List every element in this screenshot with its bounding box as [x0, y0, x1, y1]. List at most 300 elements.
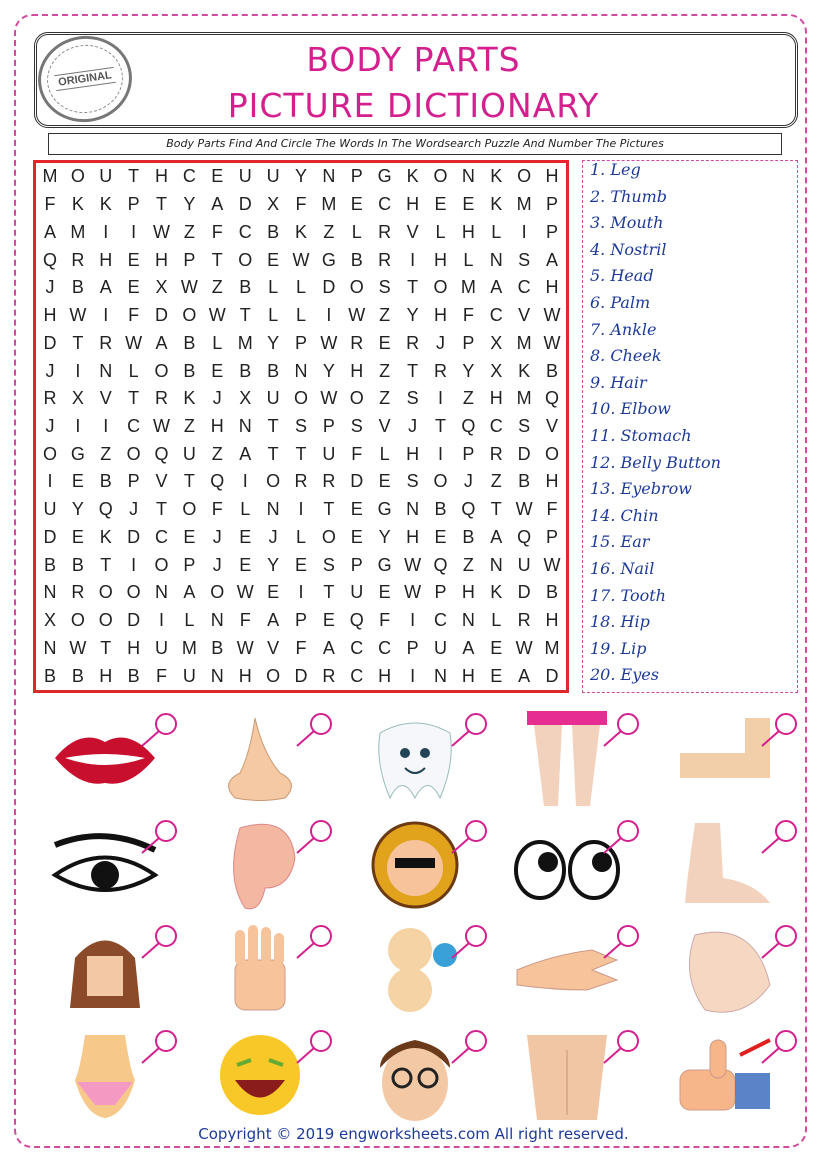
grid-letter[interactable]: D [43, 332, 57, 353]
grid-letter[interactable]: H [406, 194, 420, 215]
grid-letter[interactable]: E [434, 194, 447, 215]
grid-letter[interactable]: K [71, 194, 84, 215]
grid-letter[interactable]: Z [183, 221, 195, 242]
grid-letter[interactable]: O [293, 388, 308, 409]
grid-letter[interactable]: J [435, 332, 445, 353]
grid-letter[interactable]: T [156, 194, 168, 215]
grid-letter[interactable]: P [546, 526, 559, 547]
grid-letter[interactable]: Z [100, 443, 112, 464]
grid-letter[interactable]: W [515, 637, 533, 658]
grid-letter[interactable]: V [546, 415, 559, 436]
grid-letter[interactable]: U [350, 582, 364, 603]
grid-letter[interactable]: O [154, 554, 169, 575]
grid-letter[interactable]: A [267, 610, 280, 631]
grid-letter[interactable]: L [295, 526, 306, 547]
grid-letter[interactable]: L [184, 610, 195, 631]
grid-letter[interactable]: M [516, 194, 532, 215]
grid-letter[interactable]: B [267, 221, 280, 242]
grid-letter[interactable]: Z [379, 388, 391, 409]
grid-letter[interactable]: C [378, 637, 392, 658]
grid-letter[interactable]: Q [461, 499, 476, 520]
grid-letter[interactable]: Q [210, 471, 225, 492]
grid-letter[interactable]: T [267, 415, 279, 436]
grid-letter[interactable]: B [127, 665, 140, 686]
grid-letter[interactable]: D [238, 194, 252, 215]
grid-letter[interactable]: O [266, 665, 281, 686]
grid-letter[interactable]: D [517, 582, 531, 603]
grid-letter[interactable]: A [322, 637, 335, 658]
grid-letter[interactable]: E [322, 610, 335, 631]
grid-letter[interactable]: T [239, 305, 251, 326]
number-tag-icon[interactable] [602, 1027, 642, 1071]
grid-letter[interactable]: L [268, 277, 279, 298]
grid-letter[interactable]: T [407, 277, 419, 298]
grid-letter[interactable]: T [323, 582, 335, 603]
grid-letter[interactable]: Z [490, 471, 502, 492]
grid-letter[interactable]: Q [98, 499, 113, 520]
grid-letter[interactable]: T [128, 166, 140, 187]
grid-letter[interactable]: L [268, 305, 279, 326]
grid-letter[interactable]: I [75, 360, 81, 381]
grid-letter[interactable]: D [127, 610, 141, 631]
grid-letter[interactable]: E [378, 332, 391, 353]
grid-letter[interactable]: O [70, 166, 85, 187]
grid-letter[interactable]: S [406, 471, 419, 492]
grid-letter[interactable]: R [294, 471, 308, 492]
grid-letter[interactable]: H [238, 665, 252, 686]
grid-letter[interactable]: F [462, 305, 474, 326]
grid-letter[interactable]: G [377, 499, 392, 520]
grid-letter[interactable]: K [518, 360, 531, 381]
number-tag-icon[interactable] [760, 1027, 800, 1071]
grid-letter[interactable]: B [183, 360, 196, 381]
grid-letter[interactable]: Z [211, 443, 223, 464]
grid-letter[interactable]: O [42, 443, 57, 464]
grid-letter[interactable]: Q [433, 554, 448, 575]
grid-letter[interactable]: O [98, 582, 113, 603]
grid-letter[interactable]: N [266, 499, 280, 520]
grid-letter[interactable]: E [490, 665, 503, 686]
grid-letter[interactable]: T [100, 554, 112, 575]
grid-letter[interactable]: P [127, 471, 140, 492]
grid-letter[interactable]: B [434, 499, 447, 520]
grid-letter[interactable]: B [43, 665, 56, 686]
grid-letter[interactable]: P [350, 554, 363, 575]
grid-letter[interactable]: B [518, 471, 531, 492]
grid-letter[interactable]: E [462, 194, 475, 215]
grid-letter[interactable]: H [350, 360, 364, 381]
grid-letter[interactable]: I [103, 221, 109, 242]
grid-letter[interactable]: A [462, 637, 475, 658]
grid-letter[interactable]: A [490, 277, 503, 298]
grid-letter[interactable]: K [294, 221, 307, 242]
grid-letter[interactable]: N [238, 415, 252, 436]
number-tag-icon[interactable] [140, 1027, 180, 1071]
grid-letter[interactable]: L [491, 610, 502, 631]
number-tag-icon[interactable] [602, 710, 642, 754]
grid-letter[interactable]: C [378, 194, 392, 215]
grid-letter[interactable]: J [212, 526, 222, 547]
grid-letter[interactable]: O [433, 166, 448, 187]
grid-letter[interactable]: S [518, 249, 531, 270]
grid-letter[interactable]: W [236, 582, 254, 603]
grid-letter[interactable]: C [127, 415, 141, 436]
grid-letter[interactable]: Q [461, 415, 476, 436]
grid-letter[interactable]: P [462, 332, 475, 353]
grid-letter[interactable]: U [99, 166, 113, 187]
grid-letter[interactable]: W [543, 305, 561, 326]
grid-letter[interactable]: F [239, 610, 251, 631]
grid-letter[interactable]: E [71, 526, 84, 547]
grid-letter[interactable]: X [490, 332, 503, 353]
grid-letter[interactable]: I [298, 582, 304, 603]
grid-letter[interactable]: R [433, 360, 447, 381]
grid-letter[interactable]: O [154, 360, 169, 381]
grid-letter[interactable]: O [70, 610, 85, 631]
grid-letter[interactable]: O [517, 166, 532, 187]
grid-letter[interactable]: P [546, 221, 559, 242]
grid-letter[interactable]: P [406, 637, 419, 658]
grid-letter[interactable]: T [323, 499, 335, 520]
grid-letter[interactable]: S [406, 388, 419, 409]
grid-letter[interactable]: L [435, 221, 446, 242]
number-tag-icon[interactable] [140, 710, 180, 754]
grid-letter[interactable]: U [517, 554, 531, 575]
grid-letter[interactable]: B [546, 582, 559, 603]
grid-letter[interactable]: R [406, 332, 420, 353]
grid-letter[interactable]: W [153, 221, 171, 242]
grid-letter[interactable]: U [155, 637, 169, 658]
grid-letter[interactable]: P [127, 194, 140, 215]
grid-letter[interactable]: E [350, 526, 363, 547]
grid-letter[interactable]: Q [154, 443, 169, 464]
grid-letter[interactable]: B [546, 360, 559, 381]
grid-letter[interactable]: N [43, 582, 57, 603]
grid-letter[interactable]: R [322, 665, 336, 686]
grid-letter[interactable]: M [181, 637, 197, 658]
grid-letter[interactable]: M [237, 332, 253, 353]
grid-letter[interactable]: H [155, 166, 169, 187]
grid-letter[interactable]: T [156, 499, 168, 520]
grid-letter[interactable]: I [242, 471, 248, 492]
grid-letter[interactable]: P [462, 443, 475, 464]
grid-letter[interactable]: T [407, 360, 419, 381]
grid-letter[interactable]: B [267, 360, 280, 381]
grid-letter[interactable]: G [377, 554, 392, 575]
grid-letter[interactable]: C [238, 221, 252, 242]
grid-letter[interactable]: T [434, 415, 446, 436]
grid-letter[interactable]: F [128, 305, 140, 326]
grid-letter[interactable]: O [182, 499, 197, 520]
grid-letter[interactable]: R [489, 443, 503, 464]
grid-letter[interactable]: S [322, 554, 335, 575]
grid-letter[interactable]: I [437, 388, 443, 409]
grid-letter[interactable]: M [516, 388, 532, 409]
grid-letter[interactable]: T [267, 443, 279, 464]
grid-letter[interactable]: K [99, 194, 112, 215]
grid-letter[interactable]: O [126, 443, 141, 464]
grid-letter[interactable]: I [326, 305, 332, 326]
grid-letter[interactable]: P [546, 194, 559, 215]
grid-letter[interactable]: J [45, 360, 55, 381]
grid-letter[interactable]: J [45, 277, 55, 298]
grid-letter[interactable]: T [128, 388, 140, 409]
grid-letter[interactable]: F [211, 499, 223, 520]
grid-letter[interactable]: B [239, 277, 252, 298]
grid-letter[interactable]: M [42, 166, 58, 187]
grid-letter[interactable]: E [378, 471, 391, 492]
grid-letter[interactable]: K [490, 166, 503, 187]
grid-letter[interactable]: I [75, 415, 81, 436]
grid-letter[interactable]: P [183, 554, 196, 575]
number-tag-icon[interactable] [295, 710, 335, 754]
grid-letter[interactable]: I [437, 443, 443, 464]
grid-letter[interactable]: W [69, 637, 87, 658]
grid-letter[interactable]: S [350, 415, 363, 436]
grid-letter[interactable]: H [406, 443, 420, 464]
grid-letter[interactable]: Y [378, 526, 391, 547]
grid-letter[interactable]: R [378, 221, 392, 242]
grid-letter[interactable]: A [518, 665, 531, 686]
grid-letter[interactable]: H [406, 526, 420, 547]
grid-letter[interactable]: F [156, 665, 168, 686]
grid-letter[interactable]: X [71, 388, 84, 409]
grid-letter[interactable]: F [211, 221, 223, 242]
grid-letter[interactable]: N [433, 665, 447, 686]
grid-letter[interactable]: D [43, 526, 57, 547]
grid-letter[interactable]: J [463, 471, 473, 492]
grid-letter[interactable]: O [98, 610, 113, 631]
grid-letter[interactable]: V [518, 305, 531, 326]
grid-letter[interactable]: D [517, 443, 531, 464]
grid-letter[interactable]: D [350, 471, 364, 492]
grid-letter[interactable]: J [408, 415, 418, 436]
grid-letter[interactable]: J [212, 388, 222, 409]
grid-letter[interactable]: R [71, 249, 85, 270]
grid-letter[interactable]: W [292, 249, 310, 270]
grid-letter[interactable]: X [490, 360, 503, 381]
grid-letter[interactable]: X [155, 277, 168, 298]
grid-letter[interactable]: P [294, 332, 307, 353]
grid-letter[interactable]: X [267, 194, 280, 215]
grid-letter[interactable]: Y [183, 194, 196, 215]
grid-letter[interactable]: E [183, 526, 196, 547]
grid-letter[interactable]: O [210, 582, 225, 603]
grid-letter[interactable]: A [239, 443, 252, 464]
grid-letter[interactable]: D [294, 665, 308, 686]
grid-letter[interactable]: M [70, 221, 86, 242]
grid-letter[interactable]: R [99, 332, 113, 353]
grid-letter[interactable]: I [298, 499, 304, 520]
grid-letter[interactable]: C [489, 305, 503, 326]
grid-letter[interactable]: H [378, 665, 392, 686]
grid-letter[interactable]: B [99, 471, 112, 492]
grid-letter[interactable]: C [517, 277, 531, 298]
grid-letter[interactable]: Z [211, 277, 223, 298]
grid-letter[interactable]: K [490, 194, 503, 215]
grid-letter[interactable]: E [294, 554, 307, 575]
grid-letter[interactable]: Z [379, 360, 391, 381]
grid-letter[interactable]: K [490, 582, 503, 603]
grid-letter[interactable]: W [180, 277, 198, 298]
grid-letter[interactable]: Y [406, 305, 419, 326]
grid-letter[interactable]: N [99, 360, 113, 381]
number-tag-icon[interactable] [450, 922, 490, 966]
grid-letter[interactable]: B [350, 249, 363, 270]
grid-letter[interactable]: A [43, 221, 56, 242]
grid-letter[interactable]: F [379, 610, 391, 631]
grid-letter[interactable]: A [546, 249, 559, 270]
grid-letter[interactable]: B [71, 277, 84, 298]
grid-letter[interactable]: N [43, 637, 57, 658]
grid-letter[interactable]: V [267, 637, 280, 658]
grid-letter[interactable]: H [461, 665, 475, 686]
grid-letter[interactable]: Y [71, 499, 84, 520]
grid-letter[interactable]: J [268, 526, 278, 547]
grid-letter[interactable]: X [239, 388, 252, 409]
grid-letter[interactable]: I [103, 305, 109, 326]
grid-letter[interactable]: J [129, 499, 139, 520]
grid-letter[interactable]: N [210, 610, 224, 631]
number-tag-icon[interactable] [140, 817, 180, 861]
grid-letter[interactable]: A [211, 194, 224, 215]
grid-letter[interactable]: H [461, 582, 475, 603]
number-tag-icon[interactable] [602, 922, 642, 966]
grid-letter[interactable]: M [460, 277, 476, 298]
grid-letter[interactable]: Q [545, 388, 560, 409]
grid-letter[interactable]: O [545, 443, 560, 464]
grid-letter[interactable]: P [434, 582, 447, 603]
grid-letter[interactable]: W [543, 332, 561, 353]
grid-letter[interactable]: T [295, 443, 307, 464]
grid-letter[interactable]: E [490, 637, 503, 658]
grid-letter[interactable]: L [212, 332, 223, 353]
grid-letter[interactable]: T [183, 471, 195, 492]
grid-letter[interactable]: T [100, 637, 112, 658]
grid-letter[interactable]: W [320, 332, 338, 353]
grid-letter[interactable]: Y [267, 554, 280, 575]
grid-letter[interactable]: K [406, 166, 419, 187]
grid-letter[interactable]: H [43, 305, 57, 326]
grid-letter[interactable]: H [545, 471, 559, 492]
grid-letter[interactable]: E [239, 526, 252, 547]
grid-letter[interactable]: L [240, 499, 251, 520]
grid-letter[interactable]: H [433, 305, 447, 326]
grid-letter[interactable]: N [461, 166, 475, 187]
grid-letter[interactable]: E [239, 554, 252, 575]
grid-letter[interactable]: P [294, 610, 307, 631]
number-tag-icon[interactable] [140, 922, 180, 966]
grid-letter[interactable]: W [515, 499, 533, 520]
grid-letter[interactable]: W [320, 388, 338, 409]
grid-letter[interactable]: E [71, 471, 84, 492]
grid-letter[interactable]: H [155, 249, 169, 270]
grid-letter[interactable]: L [379, 443, 390, 464]
grid-letter[interactable]: B [239, 360, 252, 381]
grid-letter[interactable]: U [266, 166, 280, 187]
grid-letter[interactable]: F [546, 499, 558, 520]
grid-letter[interactable]: U [182, 443, 196, 464]
number-tag-icon[interactable] [295, 922, 335, 966]
grid-letter[interactable]: N [322, 166, 336, 187]
grid-letter[interactable]: J [45, 415, 55, 436]
grid-letter[interactable]: A [155, 332, 168, 353]
grid-letter[interactable]: M [516, 332, 532, 353]
grid-letter[interactable]: B [462, 526, 475, 547]
grid-letter[interactable]: S [518, 415, 531, 436]
grid-letter[interactable]: L [295, 277, 306, 298]
grid-letter[interactable]: M [544, 637, 560, 658]
grid-letter[interactable]: E [350, 194, 363, 215]
grid-letter[interactable]: Y [322, 360, 335, 381]
grid-letter[interactable]: M [321, 194, 337, 215]
grid-letter[interactable]: B [183, 332, 196, 353]
grid-letter[interactable]: H [489, 388, 503, 409]
grid-letter[interactable]: A [99, 277, 112, 298]
grid-letter[interactable]: V [155, 471, 168, 492]
grid-letter[interactable]: H [210, 415, 224, 436]
grid-letter[interactable]: I [521, 221, 527, 242]
grid-letter[interactable]: W [543, 554, 561, 575]
grid-letter[interactable]: T [72, 332, 84, 353]
grid-letter[interactable]: O [349, 277, 364, 298]
grid-letter[interactable]: P [350, 166, 363, 187]
grid-letter[interactable]: V [99, 388, 112, 409]
grid-letter[interactable]: U [322, 443, 336, 464]
grid-letter[interactable]: B [71, 554, 84, 575]
grid-letter[interactable]: Y [294, 166, 307, 187]
grid-letter[interactable]: E [211, 360, 224, 381]
grid-letter[interactable]: E [267, 249, 280, 270]
grid-letter[interactable]: C [489, 415, 503, 436]
grid-letter[interactable]: U [266, 388, 280, 409]
grid-letter[interactable]: Q [42, 249, 57, 270]
grid-letter[interactable]: R [378, 249, 392, 270]
grid-letter[interactable]: Z [183, 415, 195, 436]
grid-letter[interactable]: U [43, 499, 57, 520]
grid-letter[interactable]: R [43, 388, 57, 409]
grid-letter[interactable]: Q [349, 610, 364, 631]
grid-letter[interactable]: Z [379, 305, 391, 326]
grid-letter[interactable]: G [321, 249, 336, 270]
grid-letter[interactable]: V [378, 415, 391, 436]
grid-letter[interactable]: C [350, 665, 364, 686]
grid-letter[interactable]: O [238, 249, 253, 270]
grid-letter[interactable]: C [182, 166, 196, 187]
grid-letter[interactable]: F [295, 637, 307, 658]
grid-letter[interactable]: W [153, 415, 171, 436]
grid-letter[interactable]: E [434, 526, 447, 547]
grid-letter[interactable]: W [404, 582, 422, 603]
grid-letter[interactable]: H [99, 249, 113, 270]
grid-letter[interactable]: E [127, 249, 140, 270]
grid-letter[interactable]: B [71, 665, 84, 686]
grid-letter[interactable]: E [350, 499, 363, 520]
grid-letter[interactable]: Z [462, 388, 474, 409]
grid-letter[interactable]: P [183, 249, 196, 270]
grid-letter[interactable]: W [404, 554, 422, 575]
grid-letter[interactable]: W [69, 305, 87, 326]
grid-letter[interactable]: R [155, 388, 169, 409]
grid-letter[interactable]: K [183, 388, 196, 409]
grid-letter[interactable]: D [322, 277, 336, 298]
grid-letter[interactable]: U [433, 637, 447, 658]
grid-letter[interactable]: E [378, 582, 391, 603]
number-tag-icon[interactable] [760, 710, 800, 754]
grid-letter[interactable]: Y [267, 332, 280, 353]
grid-letter[interactable]: Q [517, 526, 532, 547]
grid-letter[interactable]: B [211, 637, 224, 658]
